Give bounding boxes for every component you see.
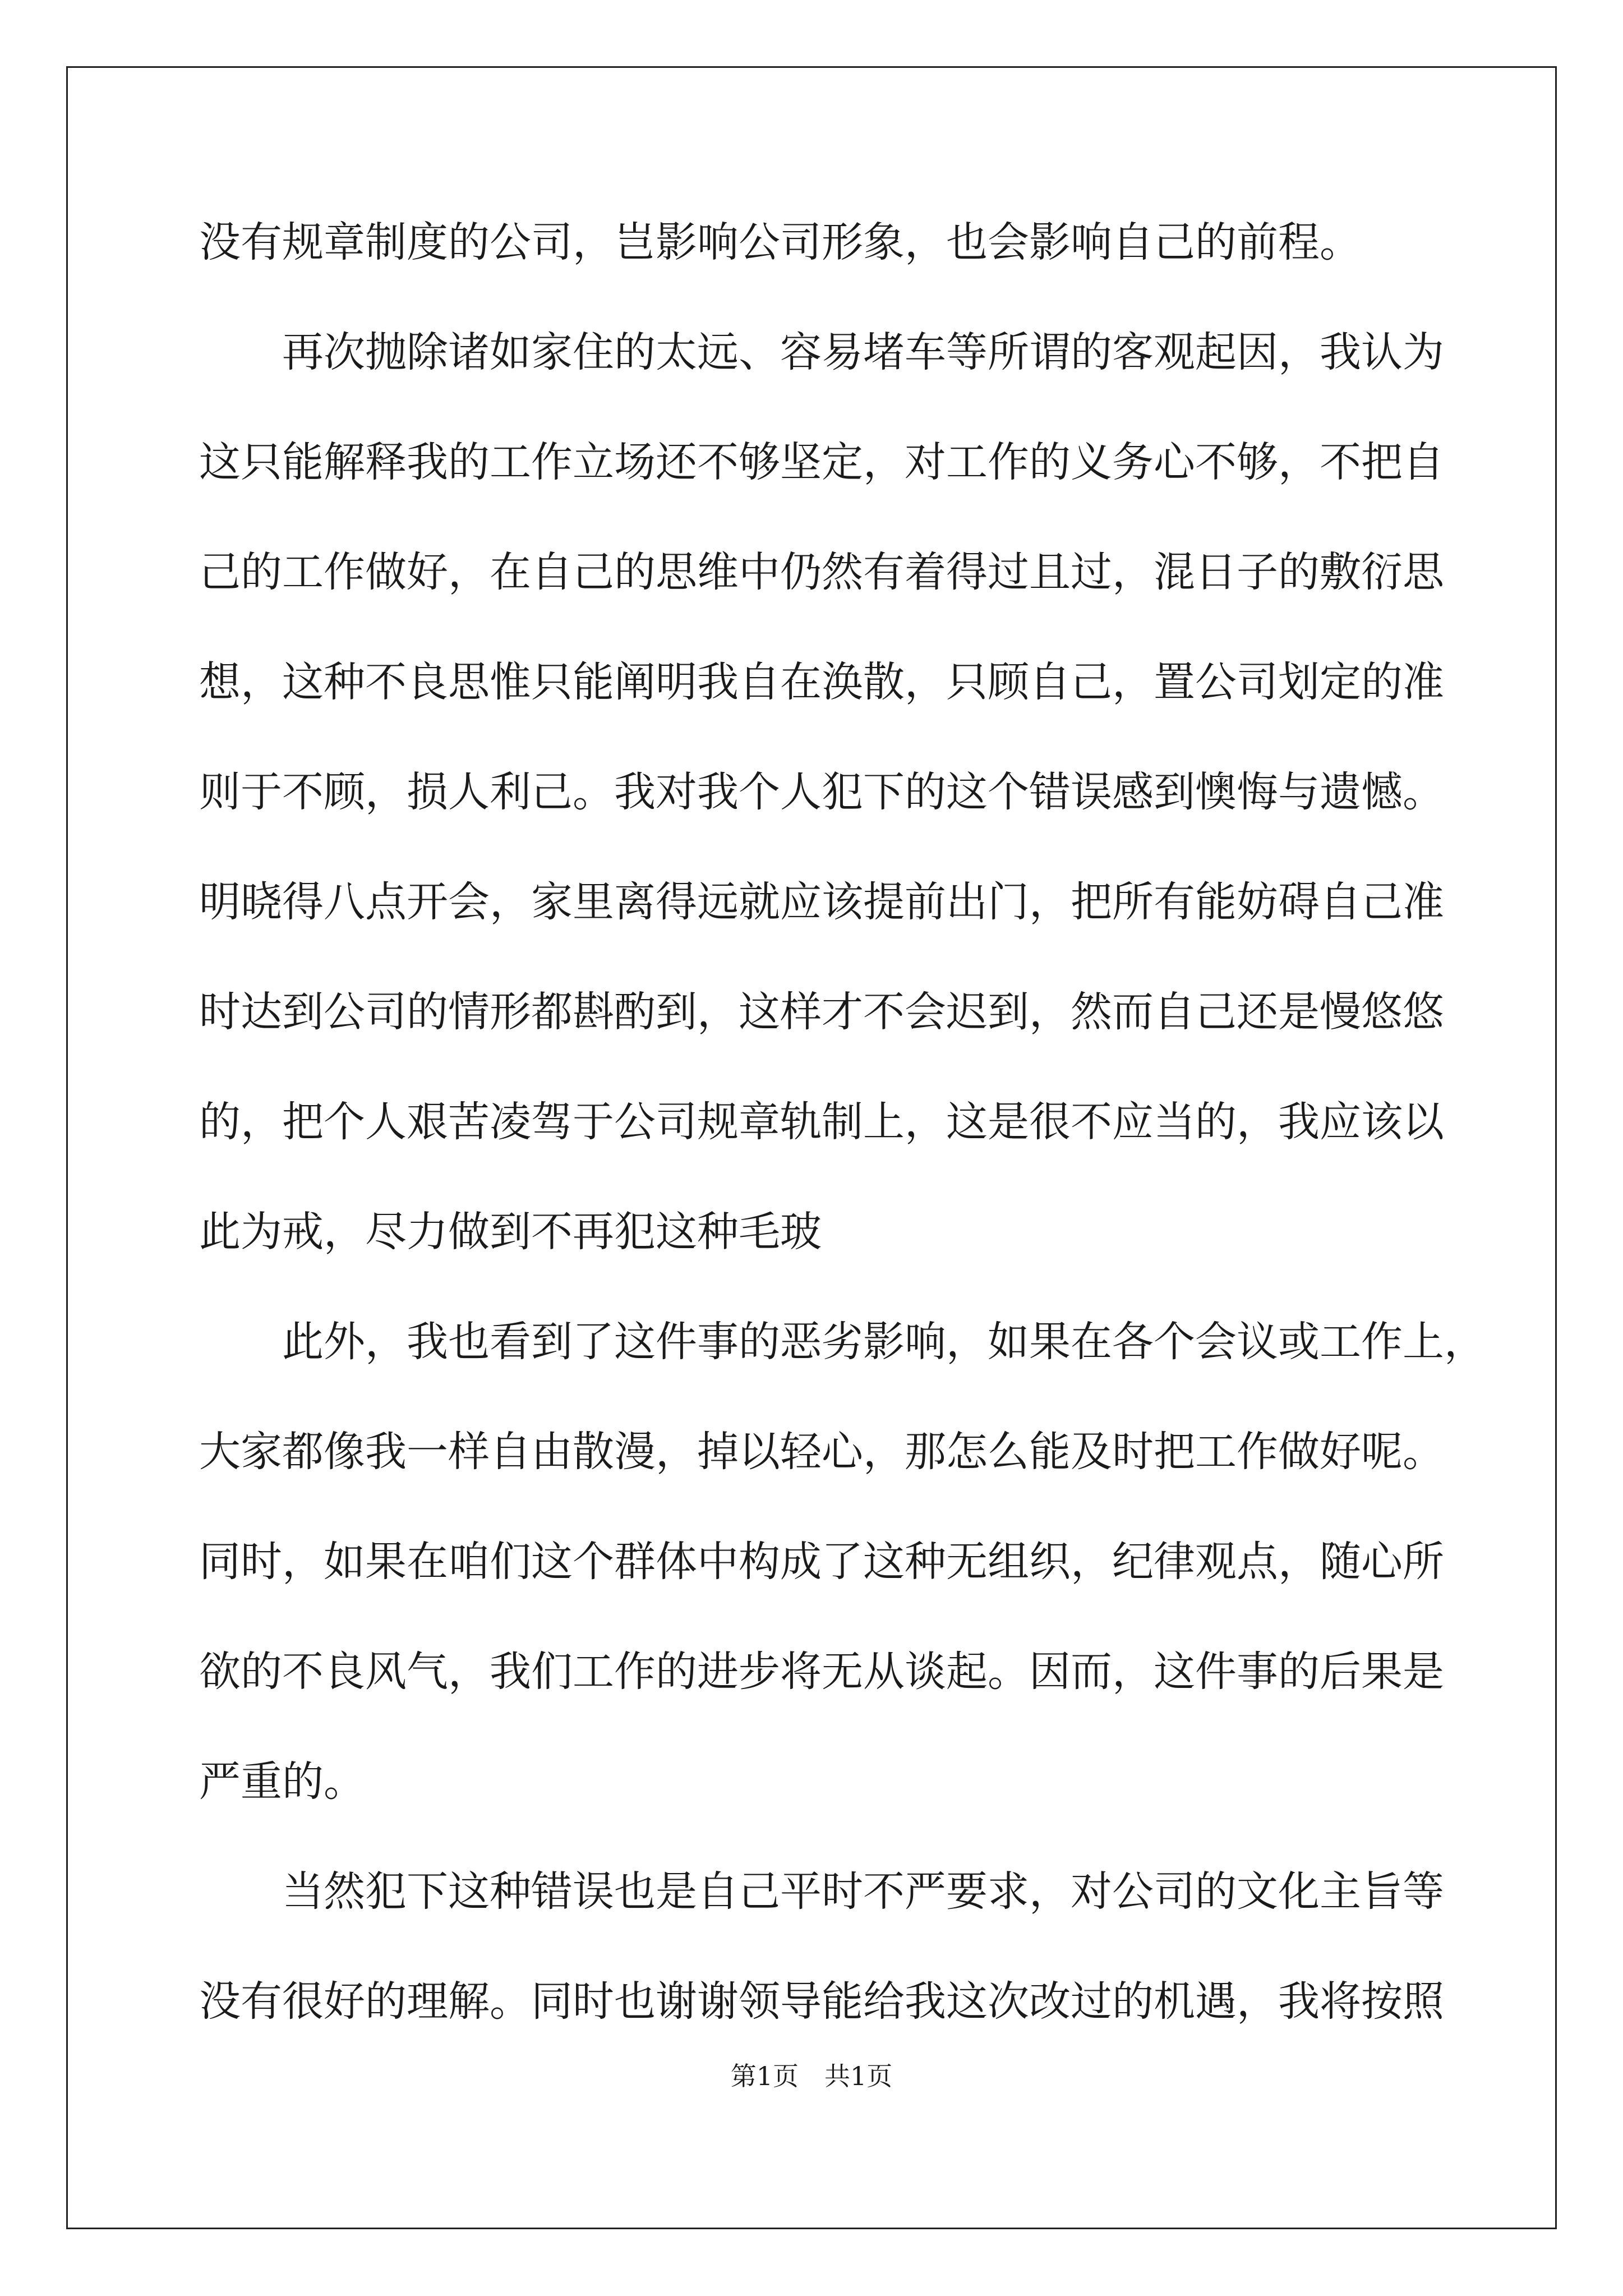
text-line — [199, 874, 1444, 984]
text-line — [199, 1314, 1486, 1424]
text-line — [199, 214, 1427, 324]
text-line — [199, 1644, 1444, 1754]
text-line-content: 当然犯下这种错误也是自己平时不严要求，对公司的文化主旨等 — [282, 1867, 1444, 1916]
text-line-content: 再次抛除诸如家住的太远、容易堵车等所谓的客观起因，我认为 — [282, 328, 1444, 376]
text-line — [199, 434, 1444, 544]
text-line-content: 没有很好的理解。同时也谢谢领导能给我这次改过的机遇，我将按照 — [199, 1977, 1444, 2026]
text-line — [199, 984, 1444, 1094]
document-body — [199, 214, 1486, 2083]
text-line-content: 大家都像我一样自由散漫，掉以轻心，那怎么能及时把工作做好呢。 — [199, 1428, 1444, 1476]
text-line — [199, 1424, 1444, 1534]
text-line-content: 此为戒，尽力做到不再犯这种毛玻 — [199, 1208, 822, 1256]
text-line — [199, 1534, 1444, 1644]
text-line — [199, 654, 1444, 764]
text-line-content: 想，这种不良思惟只能阐明我自在涣散，只顾自己，置公司划定的准 — [199, 658, 1444, 706]
text-line — [199, 1864, 1444, 1973]
text-line-content: 这只能解释我的工作立场还不够坚定，对工作的义务心不够，不把自 — [199, 438, 1444, 486]
text-line-content: 则于不顾，损人利己。我对我个人犯下的这个错误感到懊悔与遗憾。 — [199, 768, 1444, 816]
text-line-content: 明晓得八点开会，家里离得远就应该提前出门，把所有能妨碍自己准 — [199, 878, 1444, 926]
text-line-content: 严重的。 — [199, 1757, 365, 1806]
text-line-content: 的，把个人艰苦凌驾于公司规章轨制上，这是很不应当的，我应该以 — [199, 1098, 1444, 1146]
text-line-content: 没有规章制度的公司，岂影响公司形象，也会影响自己的前程。 — [199, 218, 1361, 266]
text-line-content: 此外，我也看到了这件事的恶劣影响，如果在各个会议或工作上， — [282, 1318, 1486, 1366]
text-line-content: 欲的不良风气，我们工作的进步将无从谈起。因而，这件事的后果是 — [199, 1648, 1444, 1696]
text-line-content: 同时，如果在咱们这个群体中构成了这种无组织，纪律观点，随心所 — [199, 1538, 1444, 1586]
text-line-content: 己的工作做好，在自己的思维中仍然有着得过且过，混日子的敷衍思 — [199, 548, 1444, 596]
text-line — [199, 324, 1444, 434]
text-line — [199, 544, 1444, 654]
text-line-content: 时达到公司的情形都斟酌到，这样才不会迟到，然而自己还是慢悠悠 — [199, 988, 1444, 1036]
text-line — [199, 1204, 1427, 1314]
page-number-footer: 第1页 共1页 — [730, 2061, 893, 2091]
text-line — [199, 764, 1444, 874]
text-line — [199, 1094, 1444, 1204]
text-line — [199, 1754, 1427, 1864]
